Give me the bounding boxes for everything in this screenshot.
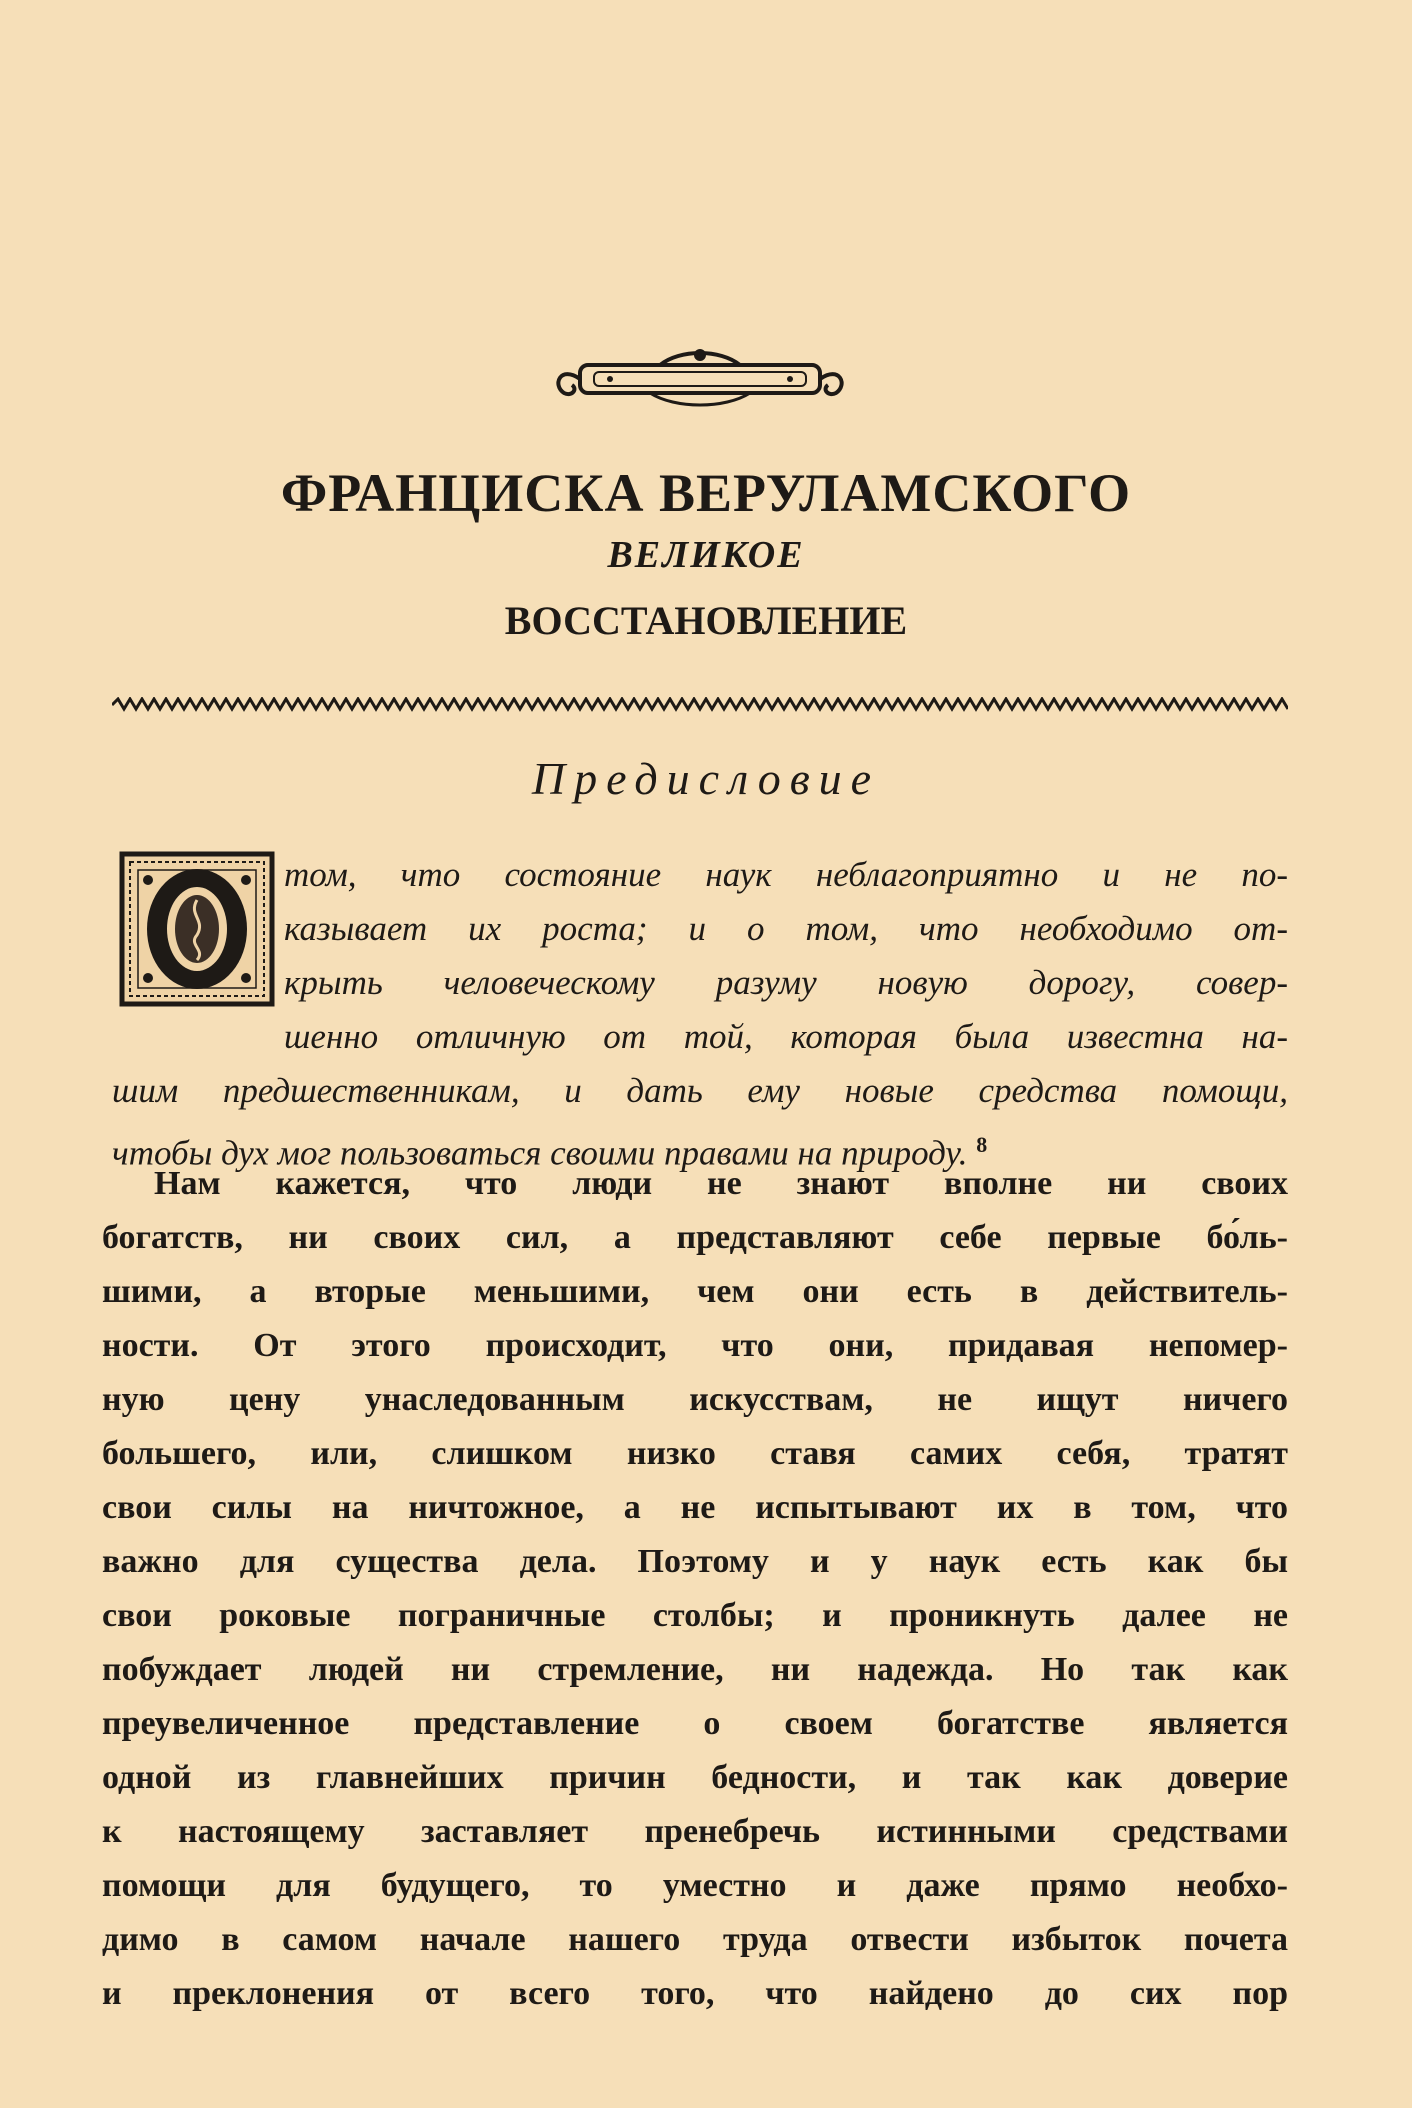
section-title: Предисловие <box>531 753 881 804</box>
title-line-1: ВЕЛИКОЕ <box>607 534 805 576</box>
intro-line: казывает их роста; и о том, что необходимо от- <box>284 909 1288 948</box>
title-line-2: ВОССТАНОВЛЕНИЕ <box>504 598 908 643</box>
body-line: одной из главнейших причин бедности, и так как доверие <box>102 1759 1288 1796</box>
body-line: большего, или, слишком низко ставя самих себя, тратят <box>102 1435 1288 1472</box>
body-line: к настоящему заставляет пренебречь истинными средствами <box>102 1813 1288 1850</box>
body-line: димо в самом начале нашего труда отвести избыток почета <box>102 1921 1288 1958</box>
intro-line: шим предшественникам, и дать ему новые средства помощи, <box>112 1071 1288 1110</box>
body-line: Нам кажется, что люди не знают вполне ни своих <box>154 1165 1288 1202</box>
ornamental-vignette <box>550 345 850 415</box>
body-line: богатств, ни своих сил, а представляют себе первые бо́ль- <box>102 1219 1288 1256</box>
footnote-reference: 8 <box>976 1132 988 1157</box>
intro-line: чтобы дух мог пользоваться своими правами на природу. <box>112 1133 968 1173</box>
body-line: побуждает людей ни стремление, ни надежда. Но так как <box>102 1651 1288 1688</box>
intro-line: шенно отличную от той, которая была известна на- <box>284 1017 1288 1056</box>
body-line: ную цену унаследованным искусствам, не ищут ничего <box>102 1381 1288 1418</box>
body-line: свои силы на ничтожное, а не испытывают их в том, что <box>102 1489 1288 1526</box>
intro-paragraph <box>112 848 1288 1172</box>
body-line: помощи для будущего, то уместно и даже прямо необхо- <box>102 1867 1288 1904</box>
body-line: шими, а вторые меньшими, чем они есть в действитель- <box>102 1273 1288 1310</box>
body-line: ности. От этого происходит, что они, придавая непомер- <box>102 1327 1288 1364</box>
body-line: важно для существа дела. Поэтому и у наук есть как бы <box>102 1543 1288 1580</box>
body-line: преувеличенное представление о своем богатстве является <box>102 1705 1288 1742</box>
intro-line: том, что состояние наук неблагоприятно и не по- <box>284 855 1288 894</box>
decorative-rule <box>112 697 1288 713</box>
body-line: и преклонения от всего того, что найдено до сих пор <box>102 1975 1288 2012</box>
intro-line: крыть человеческому разуму новую дорогу, совер- <box>284 963 1288 1002</box>
body-paragraph <box>102 1157 1288 2021</box>
body-line: свои роковые пограничные столбы; и проникнуть далее не <box>102 1597 1288 1634</box>
author-heading: ФРАНЦИСКА ВЕРУЛАМСКОГО <box>280 463 1132 523</box>
